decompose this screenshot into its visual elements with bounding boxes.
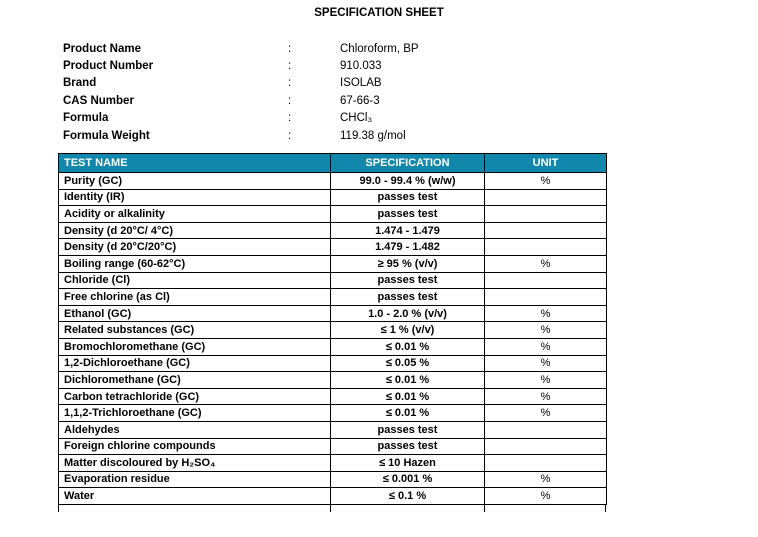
specification-cell: 1.474 - 1.479 — [331, 222, 485, 239]
product-info-value: ISOLAB — [340, 77, 382, 90]
page-title: SPECIFICATION SHEET — [314, 7, 444, 19]
product-info-label: Formula Weight — [63, 129, 150, 142]
unit-cell: % — [485, 372, 607, 389]
table-row — [59, 189, 607, 206]
unit-cell: % — [485, 355, 607, 372]
test-name-cell: Related substances (GC) — [59, 322, 331, 339]
product-info-label: Product Name — [63, 42, 141, 55]
specification-cell: passes test — [331, 189, 485, 206]
test-name-cell: Aldehydes — [59, 421, 331, 438]
table-row — [59, 255, 607, 272]
test-name-cell: 1,1,2-Trichloroethane (GC) — [59, 405, 331, 422]
specification-cell: passes test — [331, 438, 485, 455]
product-info-value: Chloroform, BP — [340, 42, 419, 55]
product-info-label: Product Number — [63, 60, 154, 73]
test-name-cell: Density (d 20°C/20°C) — [59, 239, 331, 256]
product-info-colon: : — [288, 112, 292, 125]
test-name-cell: Density (d 20°C/ 4°C) — [59, 222, 331, 239]
table-header-row — [59, 154, 607, 173]
specification-cell: 99.0 - 99.4 % (w/w) — [331, 173, 485, 190]
table-cutoff-line — [484, 505, 485, 512]
table-row — [59, 305, 607, 322]
table-row — [59, 322, 607, 339]
unit-cell: % — [485, 338, 607, 355]
product-info-row — [63, 57, 483, 74]
unit-cell: % — [485, 471, 607, 488]
test-name-cell: Identity (IR) — [59, 189, 331, 206]
unit-cell — [485, 421, 607, 438]
unit-cell: % — [485, 255, 607, 272]
table-row — [59, 173, 607, 190]
test-name-cell: Carbon tetrachloride (GC) — [59, 388, 331, 405]
unit-cell: % — [485, 173, 607, 190]
product-info-row — [63, 40, 483, 57]
table-row — [59, 421, 607, 438]
specification-cell: passes test — [331, 272, 485, 289]
col-header-unit: UNIT — [485, 154, 607, 173]
table-row — [59, 388, 607, 405]
product-info-colon: : — [288, 77, 292, 90]
col-header-specification: SPECIFICATION — [331, 154, 485, 173]
spec-table-body — [59, 173, 607, 505]
test-name-cell: 1,2-Dichloroethane (GC) — [59, 355, 331, 372]
specification-cell: passes test — [331, 289, 485, 306]
specification-cell: passes test — [331, 421, 485, 438]
product-info-value: 119.38 g/mol — [340, 129, 406, 142]
specification-cell: ≤ 1 % (v/v) — [331, 322, 485, 339]
product-info-colon: : — [288, 94, 292, 107]
specification-cell: ≥ 95 % (v/v) — [331, 255, 485, 272]
col-header-test-name: TEST NAME — [59, 154, 331, 173]
table-row — [59, 355, 607, 372]
test-name-cell: Purity (GC) — [59, 173, 331, 190]
specification-cell: 1.479 - 1.482 — [331, 239, 485, 256]
product-info-value: 67-66-3 — [340, 94, 380, 107]
product-info-row — [63, 75, 483, 92]
specification-cell: ≤ 0.001 % — [331, 471, 485, 488]
table-row — [59, 438, 607, 455]
table-cutoff-line — [605, 505, 606, 512]
specification-cell: 1.0 - 2.0 % (v/v) — [331, 305, 485, 322]
table-row — [59, 455, 607, 472]
unit-cell — [485, 438, 607, 455]
product-info — [63, 40, 483, 144]
table-cutoff-line — [58, 505, 59, 512]
test-name-cell: Boiling range (60-62°C) — [59, 255, 331, 272]
table-row — [59, 405, 607, 422]
unit-cell — [485, 455, 607, 472]
table-row — [59, 272, 607, 289]
table-row — [59, 222, 607, 239]
test-name-cell: Dichloromethane (GC) — [59, 372, 331, 389]
specification-cell: ≤ 0.1 % — [331, 488, 485, 505]
unit-cell — [485, 272, 607, 289]
table-row — [59, 289, 607, 306]
test-name-cell: Matter discoloured by H₂SO₄ — [59, 455, 331, 472]
product-info-label: Formula — [63, 112, 109, 125]
unit-cell: % — [485, 322, 607, 339]
specification-cell: ≤ 0.01 % — [331, 405, 485, 422]
product-info-row — [63, 110, 483, 127]
product-info-label: CAS Number — [63, 94, 134, 107]
product-info-row — [63, 127, 483, 144]
product-info-colon: : — [288, 60, 292, 73]
test-name-cell: Free chlorine (as Cl) — [59, 289, 331, 306]
unit-cell: % — [485, 388, 607, 405]
test-name-cell: Water — [59, 488, 331, 505]
product-info-value: CHCl₃ — [340, 112, 373, 125]
unit-cell — [485, 222, 607, 239]
table-row — [59, 372, 607, 389]
unit-cell: % — [485, 305, 607, 322]
test-name-cell: Evaporation residue — [59, 471, 331, 488]
test-name-cell: Ethanol (GC) — [59, 305, 331, 322]
specification-cell: ≤ 10 Hazen — [331, 455, 485, 472]
unit-cell — [485, 239, 607, 256]
unit-cell — [485, 206, 607, 223]
specification-cell: ≤ 0.01 % — [331, 338, 485, 355]
product-info-value: 910.033 — [340, 60, 382, 73]
table-row — [59, 471, 607, 488]
table-row — [59, 338, 607, 355]
product-info-colon: : — [288, 129, 292, 142]
unit-cell: % — [485, 488, 607, 505]
specification-cell: ≤ 0.01 % — [331, 372, 485, 389]
unit-cell — [485, 289, 607, 306]
spec-table — [58, 153, 607, 505]
table-row — [59, 488, 607, 505]
table-row — [59, 239, 607, 256]
unit-cell — [485, 189, 607, 206]
specification-cell: ≤ 0.05 % — [331, 355, 485, 372]
test-name-cell: Bromochloromethane (GC) — [59, 338, 331, 355]
test-name-cell: Chloride (Cl) — [59, 272, 331, 289]
test-name-cell: Foreign chlorine compounds — [59, 438, 331, 455]
specification-cell: ≤ 0.01 % — [331, 388, 485, 405]
table-row — [59, 206, 607, 223]
product-info-row — [63, 92, 483, 109]
product-info-colon: : — [288, 42, 292, 55]
test-name-cell: Acidity or alkalinity — [59, 206, 331, 223]
unit-cell: % — [485, 405, 607, 422]
table-cutoff-line — [330, 505, 331, 512]
product-info-label: Brand — [63, 77, 97, 90]
specification-cell: passes test — [331, 206, 485, 223]
